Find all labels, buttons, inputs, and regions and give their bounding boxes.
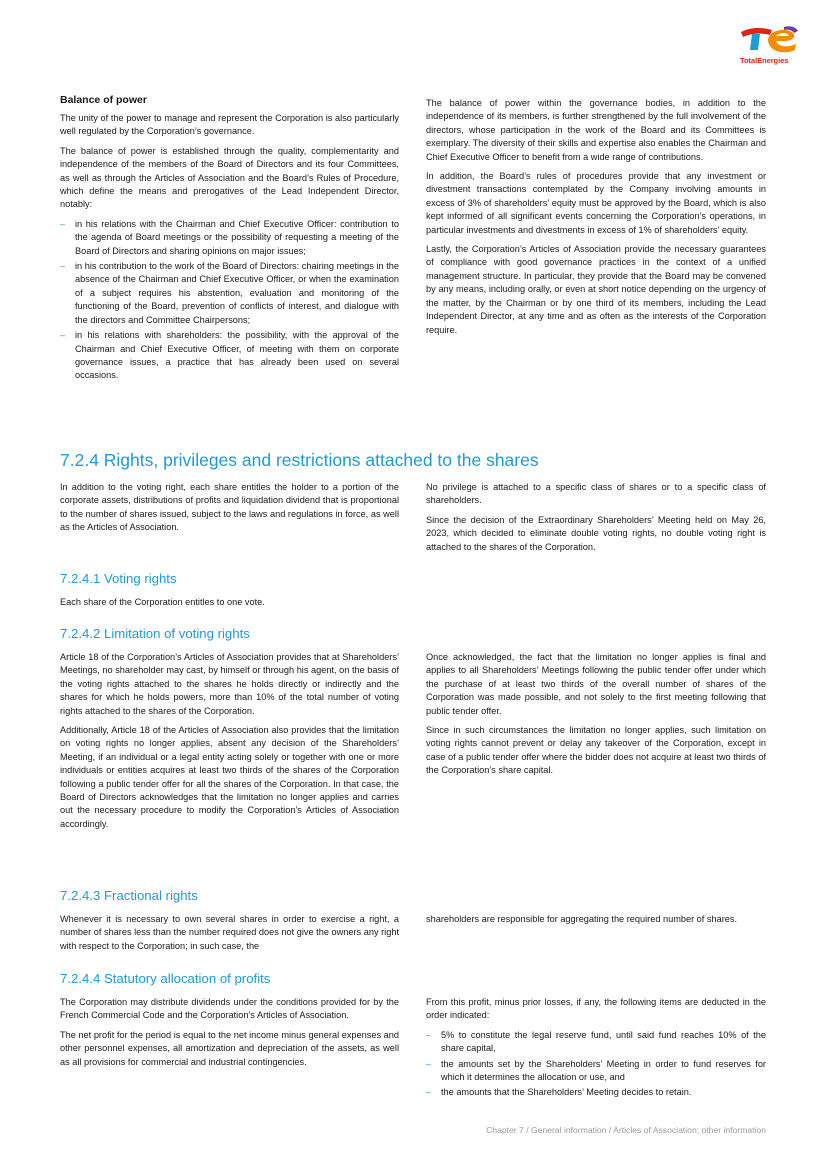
balance-bullet-list <box>60 218 399 383</box>
brand-logo <box>738 24 800 68</box>
page-footer: Chapter 7 / General information / Articles of Association; other information <box>486 1125 766 1135</box>
paragraph: In addition, the Board’s rules of procedures provide that any investment or divestment transactions contemplated by the Company involving amounts in excess of 3% of shareholders’ equity must be approved by the Board, which is also kept informed of all significant events concerning the Corporation’s operations, in particular investments and divestments in excess of 1% of shareholders’ equity. <box>426 171 766 235</box>
paragraph: Since in such circumstances the limitation no longer applies, such limitation on voting rights cannot prevent or delay any takeover of the Corporation, except in case of a public tender offer where the bidder does not acquire at least two thirds of the Corporation’s share capital. <box>426 725 766 776</box>
section-heading-7-2-4-3: 7.2.4.3 Fractional rights <box>60 888 198 903</box>
s7242-right-column <box>426 651 766 784</box>
balance-right-column <box>426 97 766 343</box>
s724-left-column <box>60 481 399 541</box>
paragraph: The net profit for the period is equal to the net income minus general expenses and other personnel expenses, all amortization and depreciation of the assets, as well as all provisions for commercial and industrial contingencies. <box>60 1029 399 1067</box>
s724-right-column <box>426 481 766 560</box>
s7242-left-column <box>60 651 399 837</box>
logo-wordmark: TotalEnergies <box>740 56 789 65</box>
s7243-right-column <box>426 913 766 932</box>
list-item: – the amounts set by the Shareholders’ Meeting in order to fund reserves for which it determines the allocation or use, and <box>426 1058 766 1085</box>
list-item: – in his relations with the Chairman and Chief Executive Officer: contribution to the agenda of Board meetings or the possibility of requesting a meeting of the Board of Directors and sharing opinions on major issues; <box>60 218 399 258</box>
paragraph: shareholders are responsible for aggregating the required number of shares. <box>426 914 738 924</box>
paragraph: No privilege is attached to a specific class of shares or to a specific class of shareholders. <box>426 482 766 506</box>
section-heading-7-2-4-4: 7.2.4.4 Statutory allocation of profits <box>60 971 271 986</box>
balance-heading: Balance of power <box>60 94 147 106</box>
paragraph: The balance of power within the governance bodies, in addition to the independence of its members, is further strengthened by the full involvement of the directors, whose participation in the work of the Board and its Committees is exemplary. The diversity of their skills and expertise also enables the Chairman and Chief Executive Officer to benefit from a wide range of contributions. <box>426 98 766 162</box>
paragraph: From this profit, minus prior losses, if any, the following items are deducted in the order indicated: <box>426 997 766 1021</box>
section-heading-7-2-4-2: 7.2.4.2 Limitation of voting rights <box>60 626 250 641</box>
totalenergies-logo-icon <box>738 24 800 54</box>
s7244-right-column <box>426 996 766 1102</box>
list-item: – in his relations with shareholders: the possibility, with the approval of the Chairman and Chief Executive Officer, of meeting with them on corporate governance issues, a practice that has already been used on several occasions. <box>60 329 399 383</box>
paragraph: Additionally, Article 18 of the Articles of Association also provides that the limitation on voting rights no longer applies, absent any decision of the Shareholders’ Meeting, if an individual or a legal entity acting solely or together with one or more individuals or entities acquires at least two thirds of the shares of the Corporation following a public tender offer for all the shares of the Corporation. In that case, the Board of Directors acknowledges that the limitation no longer applies and carries out the necessary procedure to modify the Corporation’s Articles of Association accordingly. <box>60 725 399 829</box>
paragraph: Each share of the Corporation entitles to one vote. <box>60 597 265 607</box>
s7244-bullet-list <box>426 1029 766 1100</box>
s7241-body <box>60 596 399 615</box>
paragraph: Once acknowledged, the fact that the limitation no longer applies is final and applies to all Shareholders’ Meetings following the public tender offer under which the purchase of at least two thirds of the overall number of shares of the Corporation was made possible, and not solely to the first meeting following that public tender offer. <box>426 652 766 716</box>
paragraph: Whenever it is necessary to own several shares in order to exercise a right, a number of shares less than the number required does not give the owners any right with respect to the Corporation; in such case, the <box>60 914 399 951</box>
section-heading-7-2-4: 7.2.4 Rights, privileges and restrictions attached to the shares <box>60 450 539 470</box>
paragraph: The balance of power is established through the quality, complementarity and independence of the members of the Board of Directors and its four Committees, as well as through the Articles of Association and the Board’s Rules of Procedure, which define the means and prerogatives of the Lead Independent Director, notably: <box>60 145 399 210</box>
list-item: – 5% to constitute the legal reserve fund, until said fund reaches 10% of the share capital, <box>426 1029 766 1056</box>
paragraph: Since the decision of the Extraordinary Shareholders’ Meeting held on May 26, 2023, which decided to eliminate double voting rights, no double voting right is attached to the shares of the Corporation. <box>426 514 766 552</box>
section-heading-7-2-4-1: 7.2.4.1 Voting rights <box>60 571 177 586</box>
s7243-left-column <box>60 913 399 959</box>
paragraph: Article 18 of the Corporation’s Articles of Association provides that at Shareholders’ Meetings, no shareholder may cast, by himself or through his agent, on the basis of the voting rights attached to the shares he holds directly or indirectly and the shares for which he holds powers, more than 10% of the total number of voting rights attached to the shares of the Corporation. <box>60 652 399 716</box>
list-item: – in his contribution to the work of the Board of Directors: chairing meetings in the absence of the Chairman and Chief Executive Officer, or when the examination of a subject requires his abstention, evaluation and monitoring of the functioning of the Board, prevention of conflicts of interest, and dialogue with the directors and Committee Chairpersons; <box>60 260 399 327</box>
balance-left-column <box>60 94 399 385</box>
paragraph: The Corporation may distribute dividends under the conditions provided for by the French Commercial Code and the Corporation’s Articles of Association. <box>60 997 399 1021</box>
paragraph: In addition to the voting right, each share entitles the holder to a portion of the corporate assets, distributions of profits and liquidation dividend that is proportional to the number of shares issued, subject to the laws and regulations in force, as well as the Articles of Association. <box>60 482 399 533</box>
paragraph: Lastly, the Corporation’s Articles of Association provide the necessary guarantees of compliance with good governance practices in the context of a unified management structure. In particular, they provide that the Board may be convened by any means, including orally, or even at short notice depending on the urgency of the matter, by the Chairman or by one third of its members, including the Lead Independent Director, at any time and as often as the interests of the Corporation require. <box>426 244 766 335</box>
paragraph: The unity of the power to manage and represent the Corporation is also particularly well regulated by the Corporation’s governance. <box>60 113 399 137</box>
list-item: – the amounts that the Shareholders’ Meeting decides to retain. <box>426 1086 766 1099</box>
s7244-left-column <box>60 996 399 1075</box>
